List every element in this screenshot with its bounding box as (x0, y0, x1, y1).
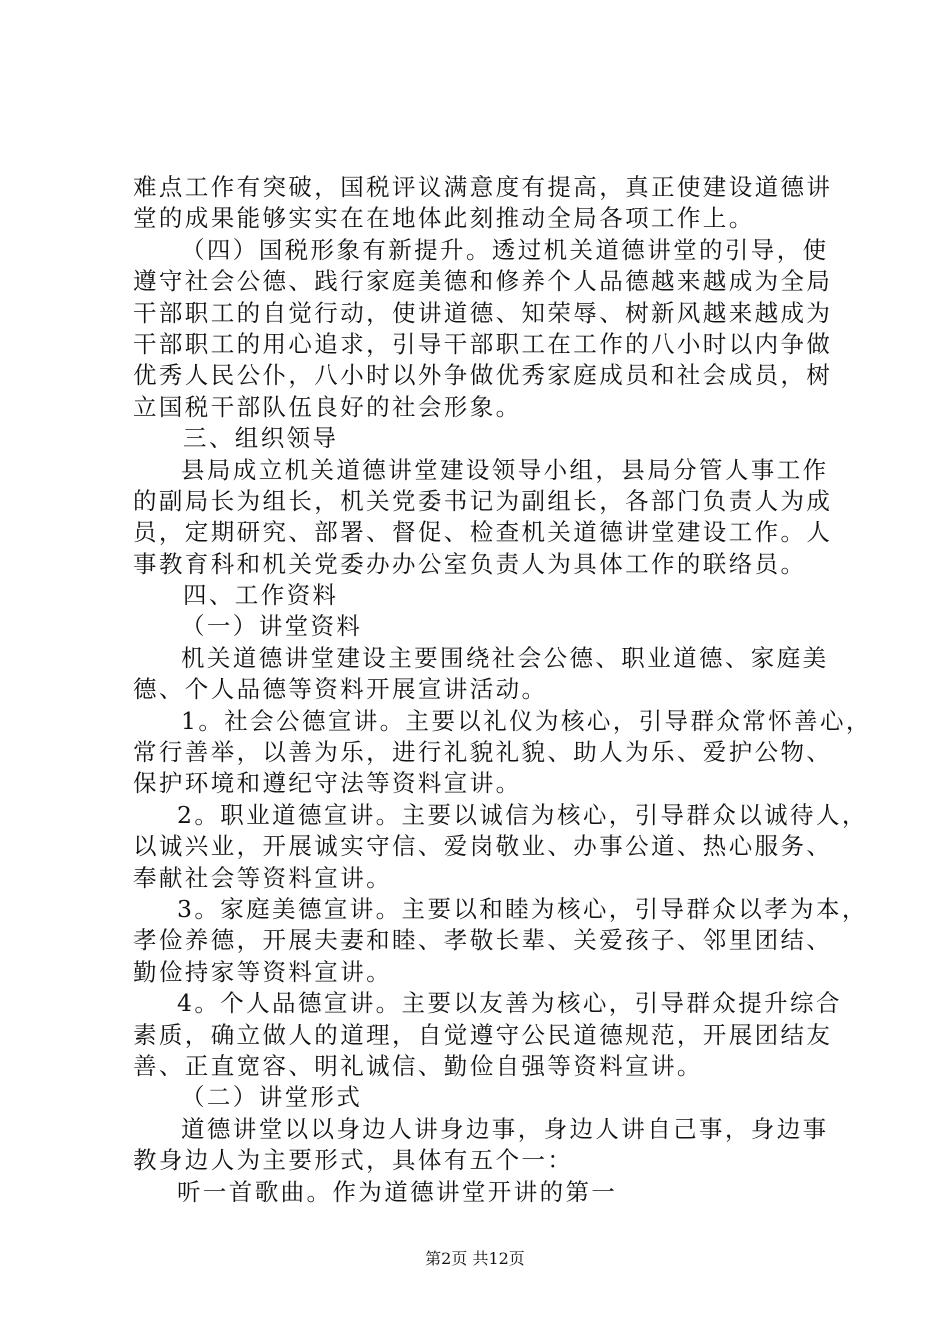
text-line: 难点工作有突破，国税评议满意度有提高，真正使建设道德讲 (133, 173, 833, 201)
text-line: 以诚兴业，开展诚实守信、爱岗敬业、办事公道、热心服务、 (133, 832, 833, 861)
subsection-heading: （一）讲堂资料 (181, 612, 363, 641)
subsection-heading: （二）讲堂形式 (181, 1083, 363, 1112)
text-line: 4。个人品德宣讲。主要以友善为核心，引导群众提升综合 (177, 989, 842, 1018)
text-line: 的副局长为组长，机关党委书记为副组长，各部门负责人为成 (133, 486, 833, 515)
text-line: 道德讲堂以以身边人讲身边事，身边人讲自己事，身边事 (181, 1114, 829, 1143)
text-line: 素质，确立做人的道理，自觉遵守公民道德规范，开展团结友 (133, 1020, 833, 1049)
text-line: 堂的成果能够实实在在地体此刻推动全局各项工作上。 (133, 204, 755, 233)
text-line: 干部职工的用心追求，引导干部职工在工作的八小时以内争做 (133, 329, 833, 358)
text-line: （四）国税形象有新提升。透过机关道德讲堂的引导，使 (181, 235, 829, 264)
text-line: 优秀人民公仆，八小时以外争做优秀家庭成员和社会成员，树 (133, 361, 833, 390)
text-line: 德、个人品德等资料开展宣讲活动。 (133, 675, 548, 704)
page-footer (0, 1246, 950, 1269)
text-line: 勤俭持家等资料宣讲。 (133, 957, 392, 986)
text-line: 保护环境和遵纪守法等资料宣讲。 (133, 769, 522, 798)
text-line: 1。社会公德宣讲。主要以礼仪为核心，引导群众常怀善心， (181, 706, 872, 735)
text-line: 教身边人为主要形式，具体有五个一： (133, 1146, 574, 1175)
text-line: 县局成立机关道德讲堂建设领导小组，县局分管人事工作 (181, 455, 829, 484)
section-heading: 四、工作资料 (183, 581, 339, 610)
text-line: 员，定期研究、部署、督促、检查机关道德讲堂建设工作。人 (133, 518, 833, 547)
text-line: 3。家庭美德宣讲。主要以和睦为核心，引导群众以孝为本， (177, 894, 868, 923)
text-line: 事教育科和机关党委办办公室负责人为具体工作的联络员。 (133, 549, 807, 578)
text-line: 常行善举，以善为乐，进行礼貌礼貌、助人为乐、爱护公物、 (133, 738, 833, 767)
text-line: 善、正直宽容、明礼诚信、勤俭自强等资料宣讲。 (133, 1051, 703, 1080)
text-line: 立国税干部队伍良好的社会形象。 (133, 392, 522, 421)
text-line: 孝俭养德，开展夫妻和睦、孝敬长辈、关爱孩子、邻里团结、 (133, 926, 833, 955)
section-heading: 三、组织领导 (183, 424, 339, 453)
document-body (133, 172, 872, 1208)
text-line: 机关道德讲堂建设主要围绕社会公德、职业道德、家庭美 (181, 643, 829, 672)
text-line: 干部职工的自觉行动，使讲道德、知荣辱、树新风越来越成为 (133, 298, 833, 327)
page-number-label: 第2页 共12页 (425, 1249, 525, 1268)
text-line: 2。职业道德宣讲。主要以诚信为核心，引导群众以诚待人， (177, 800, 868, 829)
text-line: 听一首歌曲。作为道德讲堂开讲的第一 (177, 1177, 618, 1206)
text-line: 奉献社会等资料宣讲。 (133, 863, 392, 892)
text-line: 遵守社会公德、践行家庭美德和修养个人品德越来越成为全局 (133, 267, 833, 296)
